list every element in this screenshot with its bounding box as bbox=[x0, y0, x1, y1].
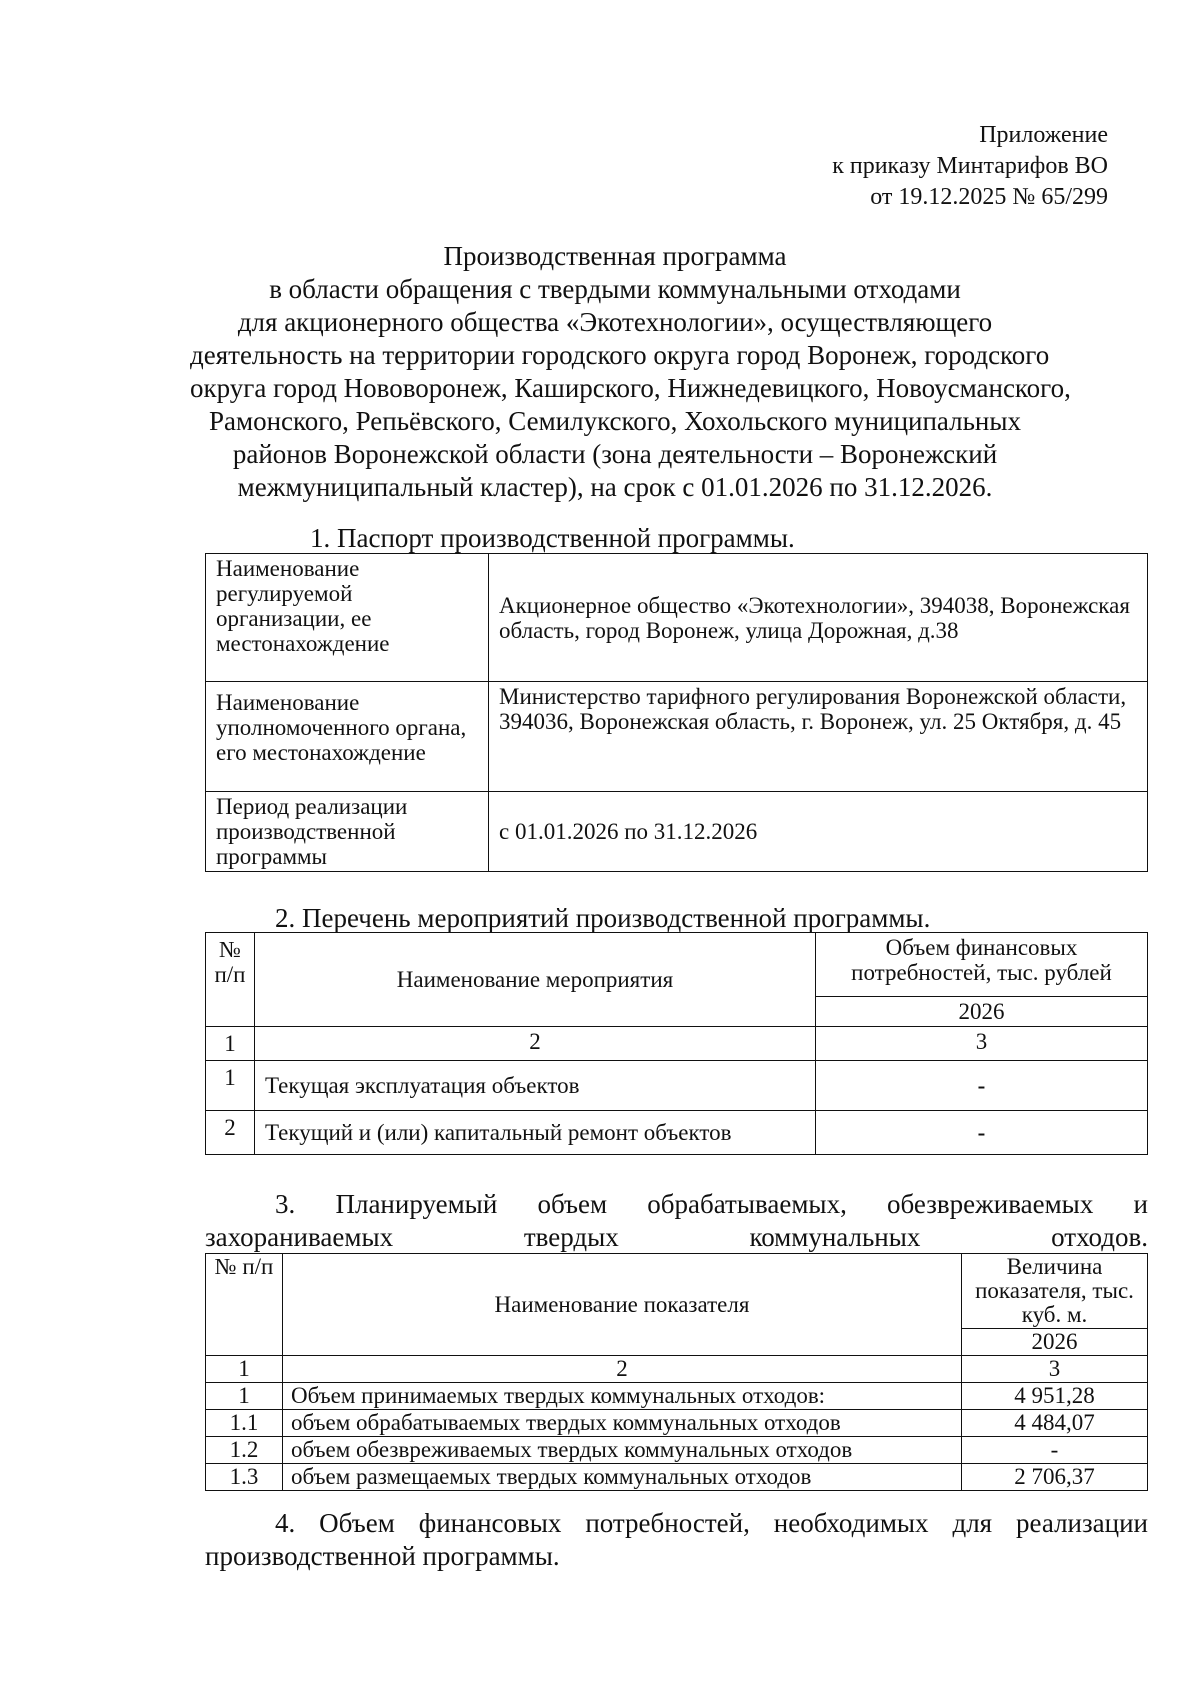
section-4-heading: 4. Объем финансовых потребностей, необходимых для реализации производственной программы. bbox=[205, 1508, 1148, 1571]
title-line: для акционерного общества «Экотехнологии», осуществляющего bbox=[237, 307, 993, 337]
header-value: Величина показателя, тыс. куб. м. bbox=[962, 1254, 1148, 1329]
row-name: объем размещаемых твердых коммунальных отходов bbox=[283, 1464, 962, 1491]
table-row bbox=[206, 554, 1148, 682]
colnum: 1 bbox=[206, 1356, 283, 1383]
passport-value: с 01.01.2026 по 31.12.2026 bbox=[489, 792, 1148, 872]
row-name: объем обезвреживаемых твердых коммунальных отходов bbox=[283, 1437, 962, 1464]
row-name: Текущая эксплуатация объектов bbox=[255, 1061, 816, 1111]
table-row bbox=[206, 1111, 1148, 1155]
table-row bbox=[206, 933, 1148, 997]
header-value: Объем финансовых потребностей, тыс. рублей bbox=[816, 933, 1148, 997]
table-row bbox=[206, 1061, 1148, 1111]
colnum: 1 bbox=[206, 1027, 255, 1061]
table-row bbox=[206, 1437, 1148, 1464]
title-line: Производственная программа bbox=[443, 241, 787, 271]
title-line: районов Воронежской области (зона деятельности – Воронежский bbox=[232, 439, 998, 469]
passport-label: Период реализации производственной программы bbox=[206, 792, 489, 872]
row-name: Текущий и (или) капитальный ремонт объектов bbox=[255, 1111, 816, 1155]
title-line: Рамонского, Репьёвского, Семилукского, Хохольского муниципальных bbox=[208, 406, 1022, 436]
row-name: объем обрабатываемых твердых коммунальных отходов bbox=[283, 1410, 962, 1437]
document-title bbox=[190, 240, 1071, 504]
row-num: 1 bbox=[206, 1383, 283, 1410]
title-line: округа город Нововоронеж, Каширского, Нижнедевицкого, Новоусманского, bbox=[190, 373, 1071, 403]
row-num: 1.3 bbox=[206, 1464, 283, 1491]
section-2-heading: 2. Перечень мероприятий производственной программы. bbox=[275, 903, 931, 933]
row-value: 2 706,37 bbox=[962, 1464, 1148, 1491]
row-num: 1 bbox=[206, 1061, 255, 1111]
header-name: Наименование показателя bbox=[283, 1254, 962, 1356]
row-value: 4 951,28 bbox=[962, 1383, 1148, 1410]
volumes-table bbox=[205, 1253, 1148, 1491]
colnum: 3 bbox=[816, 1027, 1148, 1061]
annex-line-1: Приложение bbox=[979, 122, 1108, 148]
colnum: 2 bbox=[283, 1356, 962, 1383]
row-num: 1.1 bbox=[206, 1410, 283, 1437]
section-3-heading: 3. Планируемый объем обрабатываемых, обезвреживаемых и захораниваемых твердых коммунальных отходов. bbox=[205, 1189, 1148, 1252]
passport-table bbox=[205, 553, 1148, 872]
row-value: - bbox=[962, 1437, 1148, 1464]
row-name: Объем принимаемых твердых коммунальных отходов: bbox=[283, 1383, 962, 1410]
table-row bbox=[206, 1383, 1148, 1410]
table-row bbox=[206, 682, 1148, 792]
title-line: деятельность на территории городского округа город Воронеж, городского bbox=[190, 340, 1050, 370]
passport-label: Наименование уполномоченного органа, его местонахождение bbox=[206, 682, 489, 792]
table-row bbox=[206, 792, 1148, 872]
title-line: в области обращения с твердыми коммунальными отходами bbox=[269, 274, 961, 304]
table-row bbox=[206, 1027, 1148, 1061]
annex-line-3: от 19.12.2025 № 65/299 bbox=[870, 184, 1108, 210]
header-name: Наименование мероприятия bbox=[255, 933, 816, 1027]
annex-block bbox=[688, 120, 1108, 213]
row-value: - bbox=[816, 1111, 1148, 1155]
row-num: 1.2 bbox=[206, 1437, 283, 1464]
header-year: 2026 bbox=[962, 1329, 1148, 1356]
table-row bbox=[206, 1464, 1148, 1491]
table-row bbox=[206, 1254, 1148, 1329]
row-num: 2 bbox=[206, 1111, 255, 1155]
title-line: межмуниципальный кластер), на срок с 01.01.2026 по 31.12.2026. bbox=[237, 472, 993, 502]
table-row bbox=[206, 1356, 1148, 1383]
row-value: 4 484,07 bbox=[962, 1410, 1148, 1437]
colnum: 3 bbox=[962, 1356, 1148, 1383]
passport-value: Акционерное общество «Экотехнологии», 394038, Воронежская область, город Воронеж, улица Дорожная, д.38 bbox=[489, 554, 1148, 682]
header-num: № п/п bbox=[206, 933, 255, 1027]
passport-value: Министерство тарифного регулирования Воронежской области, 394036, Воронежская область, г. Воронеж, ул. 25 Октября, д. 45 bbox=[489, 682, 1148, 792]
annex-line-2: к приказу Минтарифов ВО bbox=[832, 153, 1108, 179]
passport-label: Наименование регулируемой организации, ее местонахождение bbox=[206, 554, 489, 682]
section-1-heading: 1. Паспорт производственной программы. bbox=[310, 523, 795, 553]
colnum: 2 bbox=[255, 1027, 816, 1061]
header-num: № п/п bbox=[206, 1254, 283, 1356]
row-value: - bbox=[816, 1061, 1148, 1111]
measures-table bbox=[205, 932, 1148, 1155]
table-row bbox=[206, 1410, 1148, 1437]
header-year: 2026 bbox=[816, 997, 1148, 1027]
